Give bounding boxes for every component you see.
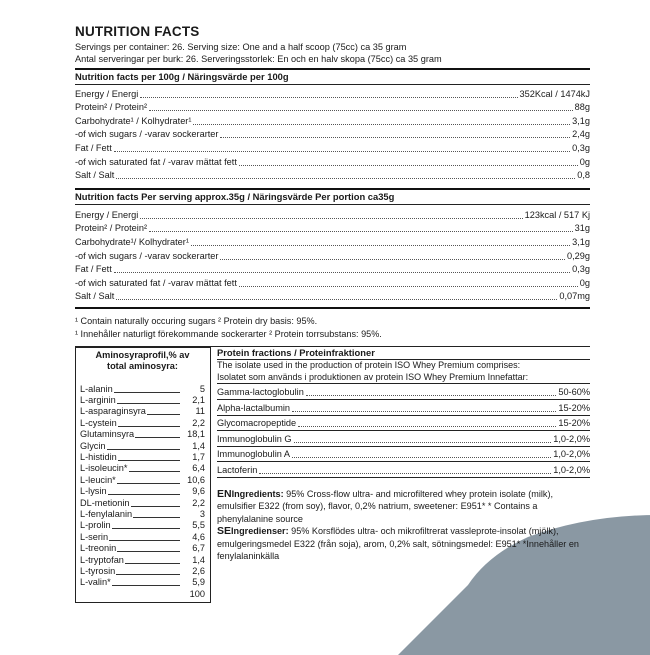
footnotes xyxy=(75,315,590,340)
table-row: Protein² / Protein² 88g xyxy=(75,102,590,113)
per100-heading: Nutrition facts per 100g / Näringsvärde per 100g xyxy=(75,70,590,85)
amino-acid-profile xyxy=(75,347,211,602)
table-row: -of wich saturated fat / -varav mättat fett 0g xyxy=(75,156,590,167)
list-item: L-leucin* 10,6 xyxy=(80,474,205,485)
table-row: Glycomacropeptide 15-20% xyxy=(217,416,590,432)
table-row: Carbohydrate¹ / Kolhydrater¹ 3,1g xyxy=(75,115,590,126)
list-item: Glutaminsyra 18,1 xyxy=(80,429,205,440)
table-row: Salt / Salt 0,07mg xyxy=(75,291,590,302)
table-row: Lactoferin 1,0-2,0% xyxy=(217,462,590,478)
list-item: L-alanin 5 xyxy=(80,383,205,394)
table-row: -of wich saturated fat / -varav mättat fett 0g xyxy=(75,277,590,288)
amino-heading: Aminosyraprofil,% av total aminosyra: xyxy=(95,350,190,372)
table-row: Energy / Energi 123kcal / 517 Kj xyxy=(75,209,590,220)
servings-info-sv: Antal serveringar per burk: 26. Serveringsstorlek: En och en halv skopa (75cc) ca 35 gram xyxy=(75,54,442,64)
list-item: L-histidin 1,7 xyxy=(80,452,205,463)
table-row: Carbohydrate¹/ Kolhydrater¹ 3,1g xyxy=(75,236,590,247)
ingredients-sv: SEIngredienser: 95% Korsflödes ultra- och mikrofiltrerat vassleprote-insolat (mjölk), emulgeringsmedel E322 (från soja), arom, 0,2% salt, sötningsmedel: E951* *Innehåller en fenylalaninkälla xyxy=(217,525,579,562)
perserving-table xyxy=(75,208,590,303)
table-row: Immunoglobulin A 1,0-2,0% xyxy=(217,447,590,463)
table-row: Energy / Energi 352Kcal / 1474kJ xyxy=(75,88,590,99)
fractions-heading: Protein fractions / Proteinfraktioner xyxy=(217,347,590,360)
isolate-text-sv: Isolatet som används i produktionen av protein ISO Whey Premium Innefattar: xyxy=(217,371,529,382)
list-item: L-prolin 5,5 xyxy=(80,520,205,531)
list-item: L-lysin 9,6 xyxy=(80,486,205,497)
table-row: Fat / Fett 0,3g xyxy=(75,264,590,275)
list-item: L-asparaginsyra 11 xyxy=(80,406,205,417)
table-row: -of wich sugars / -varav sockerarter 2,4g xyxy=(75,129,590,140)
list-item: L-tyrosin 2,6 xyxy=(80,565,205,576)
ingredients-en: ENIngredients: 95% Cross-flow ultra- and microfiltered whey protein isolate (milk), emulsifier E322 (from soy), flavor, 0,2% natrium, sweetener: E951* * Contains a phenylalanine source xyxy=(217,487,554,524)
table-row: Protein² / Protein² 31g xyxy=(75,223,590,234)
list-item: L-serin 4,6 xyxy=(80,531,205,542)
table-row: Gamma-lactoglobulin 50-60% xyxy=(217,384,590,400)
table-row: Salt / Salt 0,8 xyxy=(75,170,590,181)
list-item: L-isoleucin* 6,4 xyxy=(80,463,205,474)
isolate-text-en: The isolate used in the production of protein ISO Whey Premium comprises: xyxy=(217,360,521,371)
list-item: L-treonin 6,7 xyxy=(80,543,205,554)
list-item: L-arginin 2,1 xyxy=(80,395,205,406)
amino-total: 100 xyxy=(189,588,205,599)
list-item: L-tryptofan 1,4 xyxy=(80,554,205,565)
nutrition-label xyxy=(75,24,590,603)
per100-table xyxy=(75,87,590,182)
table-row: Immunoglobulin G 1,0-2,0% xyxy=(217,431,590,447)
list-item: L-valin* 5,9 xyxy=(80,577,205,588)
page-title: NUTRITION FACTS xyxy=(75,24,200,39)
list-item: L-fenylalanin 3 xyxy=(80,509,205,519)
list-item: DL-metionin 2,2 xyxy=(80,497,205,508)
list-item: L-cystein 2,2 xyxy=(80,417,205,428)
servings-info-en: Servings per container: 26. Serving size: One and a half scoop (75cc) ca 35 gram xyxy=(75,42,407,52)
table-row: Alpha-lactalbumin 15-20% xyxy=(217,400,590,416)
list-item: Glycin 1,4 xyxy=(80,440,205,451)
footnote-sv: ¹ Innehåller naturligt förekommande sockerarter ² Protein torrsubstans: 95%. xyxy=(75,328,382,339)
footnote-en: ¹ Contain naturally occuring sugars ² Protein dry basis: 95%. xyxy=(75,316,318,327)
table-row: -of wich sugars / -varav sockerarter 0,29g xyxy=(75,250,590,261)
table-row: Fat / Fett 0,3g xyxy=(75,142,590,153)
perserving-heading: Nutrition facts Per serving approx.35g / Näringsvärde Per portion ca35g xyxy=(75,190,590,205)
